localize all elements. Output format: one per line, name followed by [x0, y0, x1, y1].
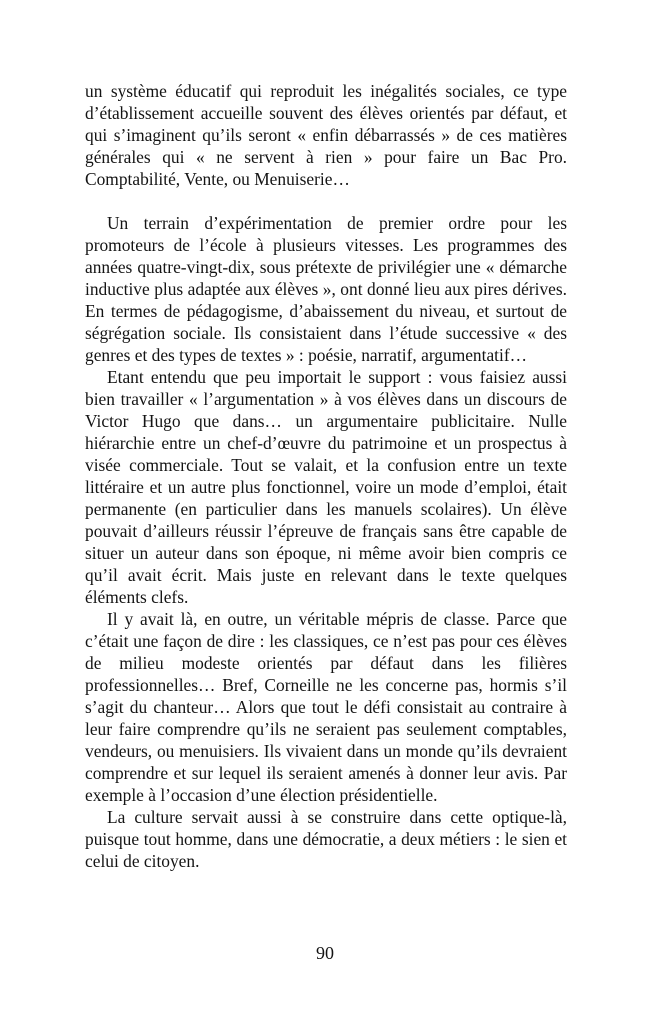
- paragraph: Etant entendu que peu importait le support : vous faisiez aussi bien travailler « l’argumentation » à vos élèves dans un discours de Victor Hugo que dans… un argumentaire publicitaire. Nulle hiérarchie entre un chef-d’œuvre du patrimoine et un prospectus à visée commerciale. Tout se valait, et la confusion entre un texte littéraire et un autre plus fonctionnel, voire un mode d’emploi, était permanente (en particulier dans les manuels scolaires). Un élève pouvait d’ailleurs réussir l’épreuve de français sans être capable de situer un auteur dans son époque, ni même avoir bien compris ce qu’il avait écrit. Mais juste en relevant dans le texte quelques éléments clefs.: [85, 367, 567, 607]
- paragraph: Un terrain d’expérimentation de premier ordre pour les promoteurs de l’école à plusieurs vitesses. Les programmes des années quatre-vingt-dix, sous prétexte de privilégier une « démarche inductive plus adaptée aux élèves », ont donné lieu aux pires dérives. En termes de pédagogisme, d’abaissement du niveau, et surtout de ségrégation sociale. Ils consistaient dans l’étude successive « des genres et des types de textes » : poésie, narratif, argumentatif…: [85, 213, 567, 365]
- paragraph-continuation: un système éducatif qui reproduit les inégalités sociales, ce type d’établissement accueille souvent des élèves orientés par défaut, et qui s’imaginent qu’ils seront « enfin débarrassés » de ces matières générales qui « ne servent à rien » pour faire un Bac Pro. Comptabilité, Vente, ou Menuiserie…: [85, 81, 567, 189]
- page-body: [85, 80, 567, 872]
- page-number: 90: [316, 943, 334, 963]
- paragraph: La culture servait aussi à se construire dans cette optique-là, puisque tout homme, dans une démocratie, a deux métiers : le sien et celui de citoyen.: [85, 807, 567, 871]
- paragraph: Il y avait là, en outre, un véritable mépris de classe. Parce que c’était une façon de dire : les classiques, ce n’est pas pour ces élèves de milieu modeste orientés par défaut dans les filières professionnelles… Bref, Corneille ne les concerne pas, hormis s’il s’agit du chanteur… Alors que tout le défi consistait au contraire à leur faire comprendre qu’ils ne seraient pas seulement comptables, vendeurs, ou menuisiers. Ils vivaient dans un monde qu’ils devraient comprendre et sur lequel ils seraient amenés à donner leur avis. Par exemple à l’occasion d’une élection présidentielle.: [85, 609, 567, 805]
